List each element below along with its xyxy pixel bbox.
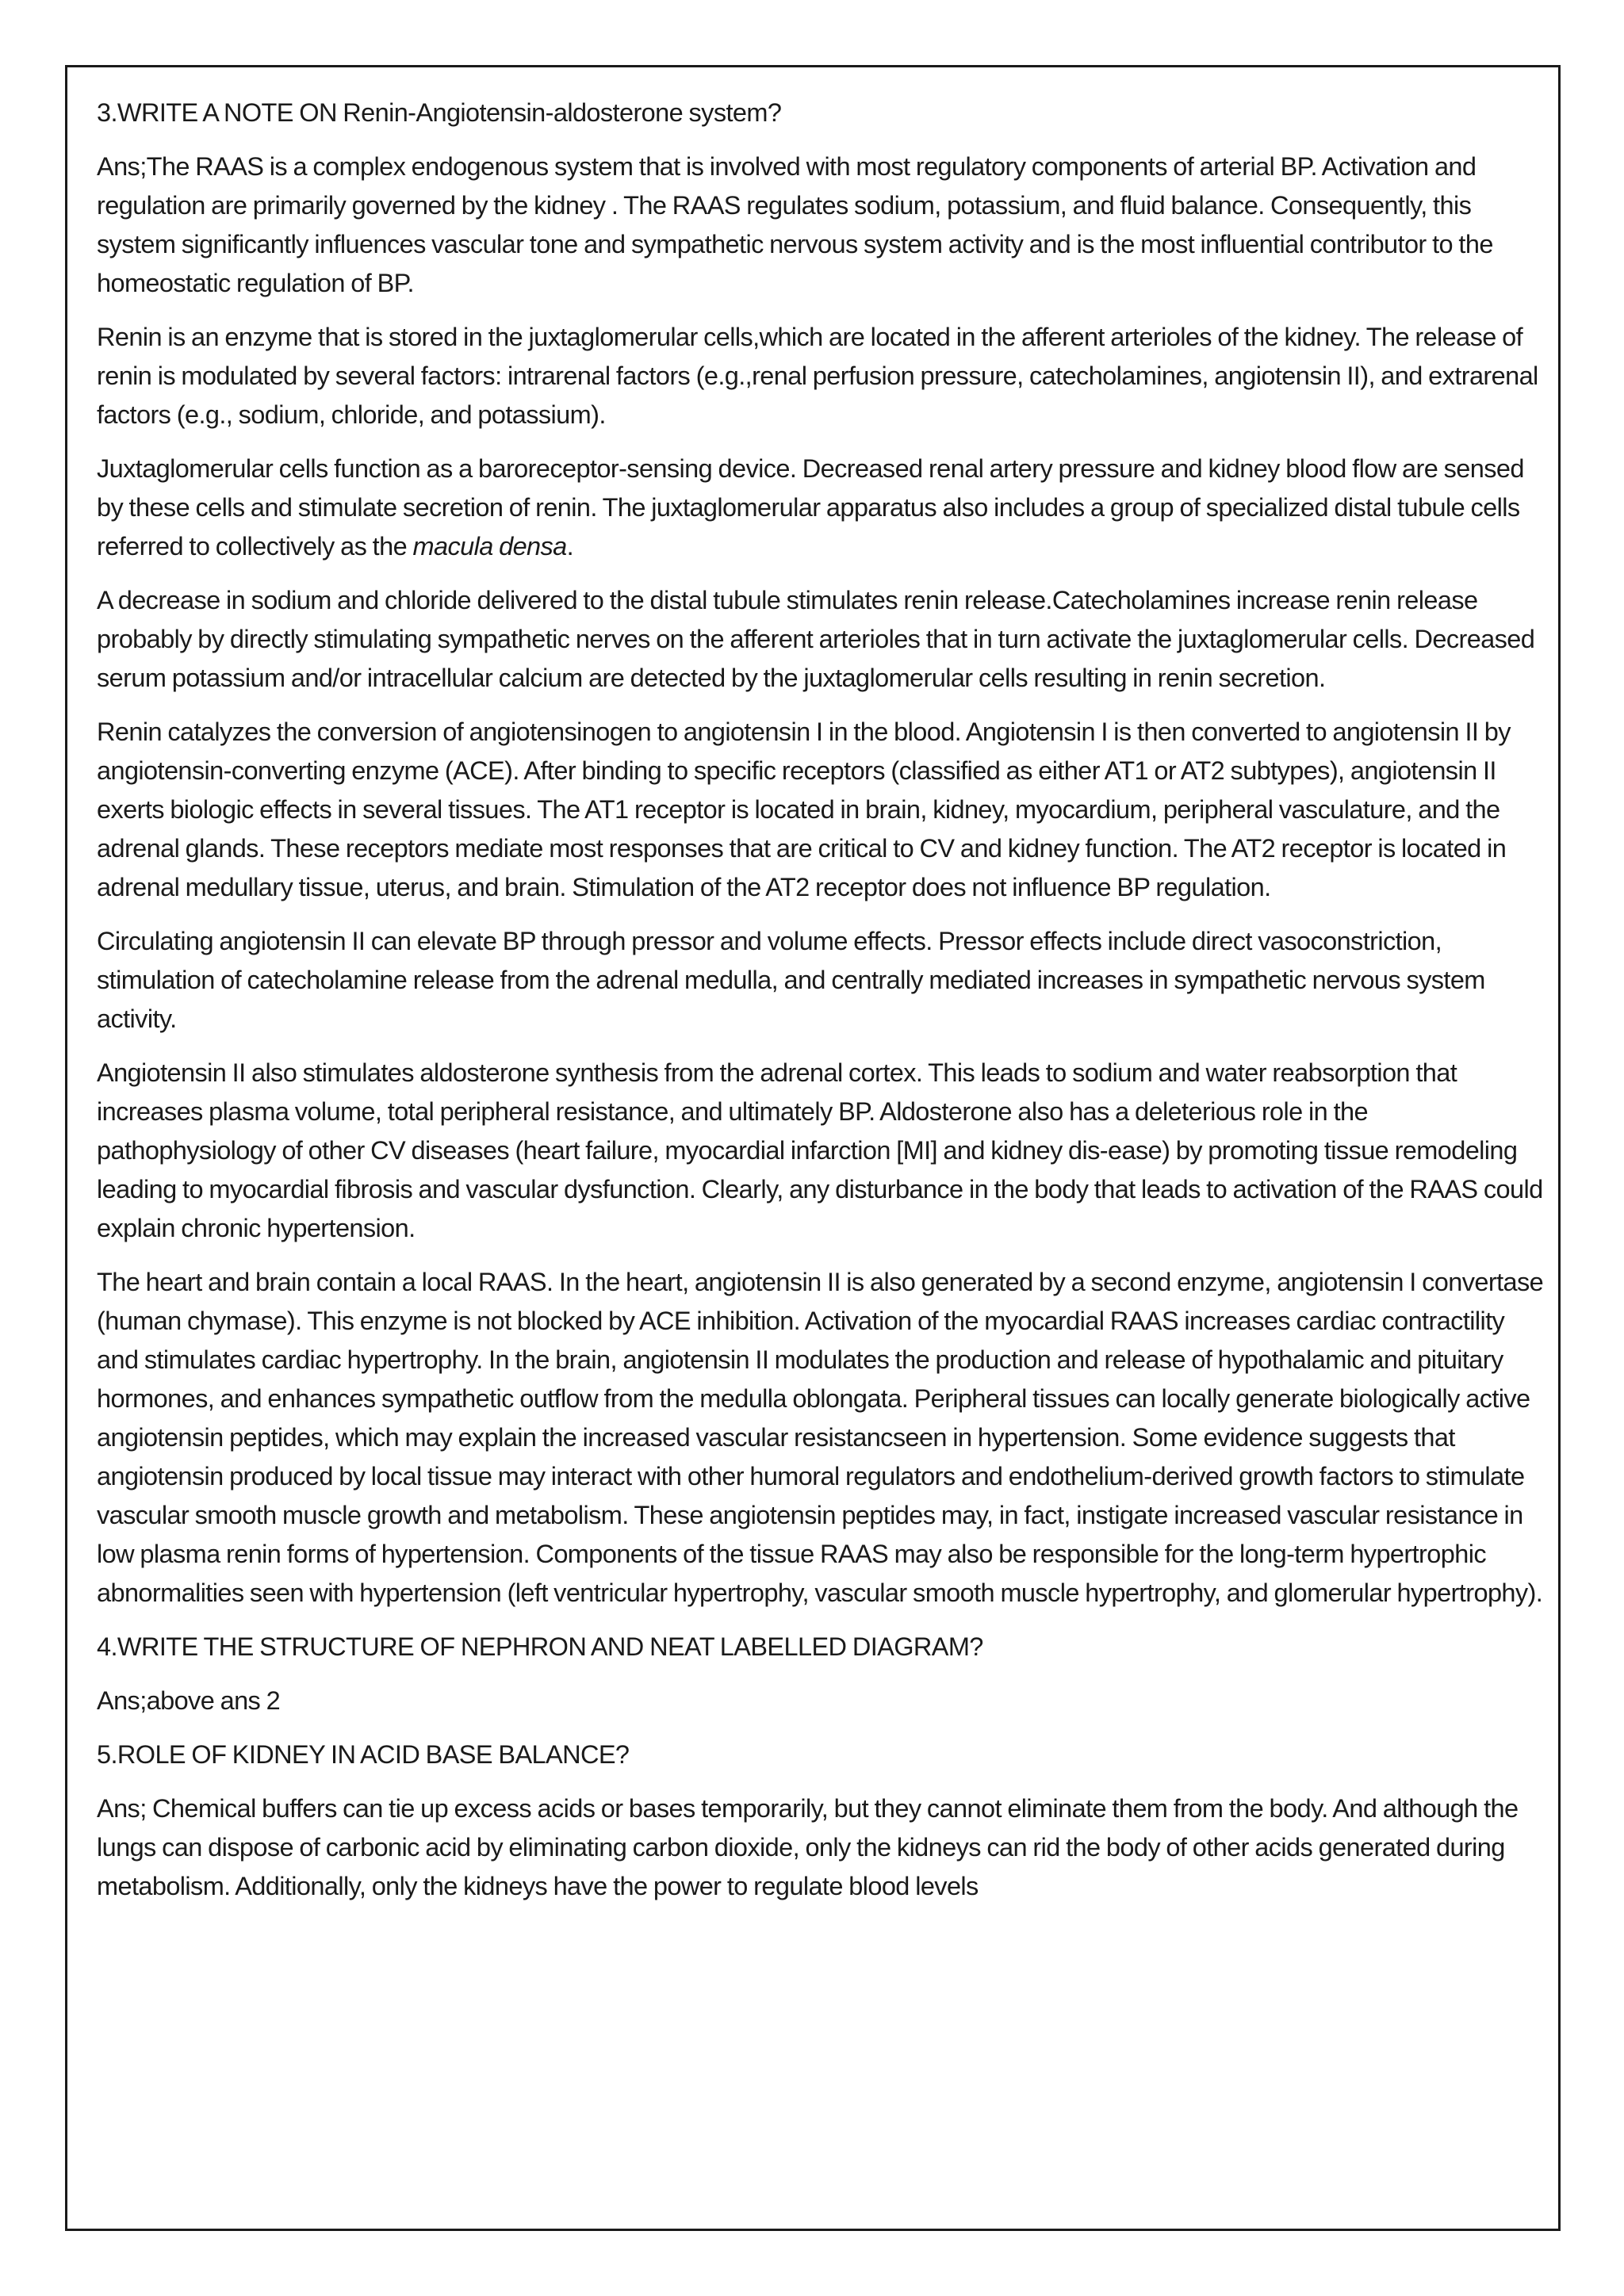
paragraph-aldosterone: Angiotensin II also stimulates aldosterone synthesis from the adrenal cortex. This leads to sodium and water reabsorption that increases plasma volume, total peripheral resistance, and ultimately BP. Aldosterone also has a deleterious role in the pathophysiology of other CV diseases (heart failure, myocardial infarction [MI] and kidney dis-ease) by promoting tissue remodeling leading to myocardial fibrosis and vascular dysfunction. Clearly, any disturbance in the body that leads to activation of the RAAS could explain chronic hypertension. bbox=[97, 1058, 1543, 1242]
paragraph-renin: Renin is an enzyme that is stored in the juxtaglomerular cells,which are located in the afferent arterioles of the kidney. The release of renin is modulated by several factors: intrarenal factors (e.g.,renal perfusion pressure, catecholamines, angiotensin II), and extrarenal factors (e.g., sodium, chloride, and potassium). bbox=[97, 323, 1538, 429]
question-5-answer: Ans; Chemical buffers can tie up excess acids or bases temporarily, but they cannot eliminate them from the body. And although the lungs can dispose of carbonic acid by eliminating carbon dioxide, only the kidneys can rid the body of other acids generated during metabolism. Additionally, only the kidneys have the power to regulate blood levels bbox=[97, 1794, 1519, 1900]
question-3-heading: 3.WRITE A NOTE ON Renin-Angiotensin-aldosterone system? bbox=[97, 98, 782, 127]
paragraph-angiotensin-conversion: Renin catalyzes the conversion of angiotensinogen to angiotensin I in the blood. Angiotensin I is then converted to angiotensin II by angiotensin-converting enzyme (ACE). After binding to specific receptors (classified as either AT1 or AT2 subtypes), angiotensin II exerts biologic effects in several tissues. The AT1 receptor is located in brain, kidney, myocardium, peripheral vasculature, and the adrenal glands. These receptors mediate most responses that are critical to CV and kidney function. The AT2 receptor is located in adrenal medullary tissue, uterus, and brain. Stimulation of the AT2 receptor does not influence BP regulation. bbox=[97, 718, 1511, 901]
paragraph-local-raas: The heart and brain contain a local RAAS. In the heart, angiotensin II is also generated by a second enzyme, angiotensin I convertase (human chymase). This enzyme is not blocked by ACE inhibition. Activation of the myocardial RAAS increases cardiac contractility and stimulates cardiac hypertrophy. In the brain, angiotensin II modulates the production and release of hypothalamic and pituitary hormones, and enhances sympathetic outflow from the medulla oblongata. Peripheral tissues can locally generate biologically active angiotensin peptides, which may explain the increased vascular resistancseen in hypertension. Some evidence suggests that angiotensin produced by local tissue may interact with other humoral regulators and endothelium-derived growth factors to stimulate vascular smooth muscle growth and metabolism. These angiotensin peptides may, in fact, instigate increased vascular resistance in low plasma renin forms of hypertension. Components of the tissue RAAS may also be responsible for the long-term hypertrophic abnormalities seen with hypertension (left ventricular hypertrophy, vascular smooth muscle hypertrophy, and glomerular hypertrophy). bbox=[97, 1268, 1544, 1607]
paragraph-circulating-angiotensin: Circulating angiotensin II can elevate BP through pressor and volume effects. Pressor effects include direct vasoconstriction, stimulation of catecholamine release from the adrenal medulla, and centrally mediated increases in sympathetic nervous system activity. bbox=[97, 927, 1485, 1033]
jg-text-end: . bbox=[566, 532, 574, 561]
question-5-heading: 5.ROLE OF KIDNEY IN ACID BASE BALANCE? bbox=[97, 1740, 630, 1769]
question-4-answer: Ans;above ans 2 bbox=[97, 1686, 281, 1715]
document-body bbox=[97, 94, 1548, 1921]
question-4-heading: 4.WRITE THE STRUCTURE OF NEPHRON AND NEAT LABELLED DIAGRAM? bbox=[97, 1632, 983, 1661]
paragraph-sodium-chloride: A decrease in sodium and chloride delivered to the distal tubule stimulates renin release.Catecholamines increase renin release probably by directly stimulating sympathetic nerves on the afferent arterioles that in turn activate the juxtaglomerular cells. Decreased serum potassium and/or intracellular calcium are detected by the juxtaglomerular cells resulting in renin secretion. bbox=[97, 586, 1535, 692]
macula-densa-term: macula densa bbox=[412, 532, 567, 561]
paragraph-raas-intro: Ans;The RAAS is a complex endogenous system that is involved with most regulatory components of arterial BP. Activation and regulation are primarily governed by the kidney . The RAAS regulates sodium, potassium, and fluid balance. Consequently, this system significantly influences vascular tone and sympathetic nervous system activity and is the most influential contributor to the homeostatic regulation of BP. bbox=[97, 152, 1493, 297]
jg-text: Juxtaglomerular cells function as a baroreceptor-sensing device. Decreased renal artery pressure and kidney blood flow are sensed by these cells and stimulate secretion of renin. The juxtaglomerular apparatus also includes a group of specialized distal tubule cells referred to collectively as the bbox=[97, 454, 1524, 561]
paragraph-juxtaglomerular bbox=[97, 450, 1548, 566]
